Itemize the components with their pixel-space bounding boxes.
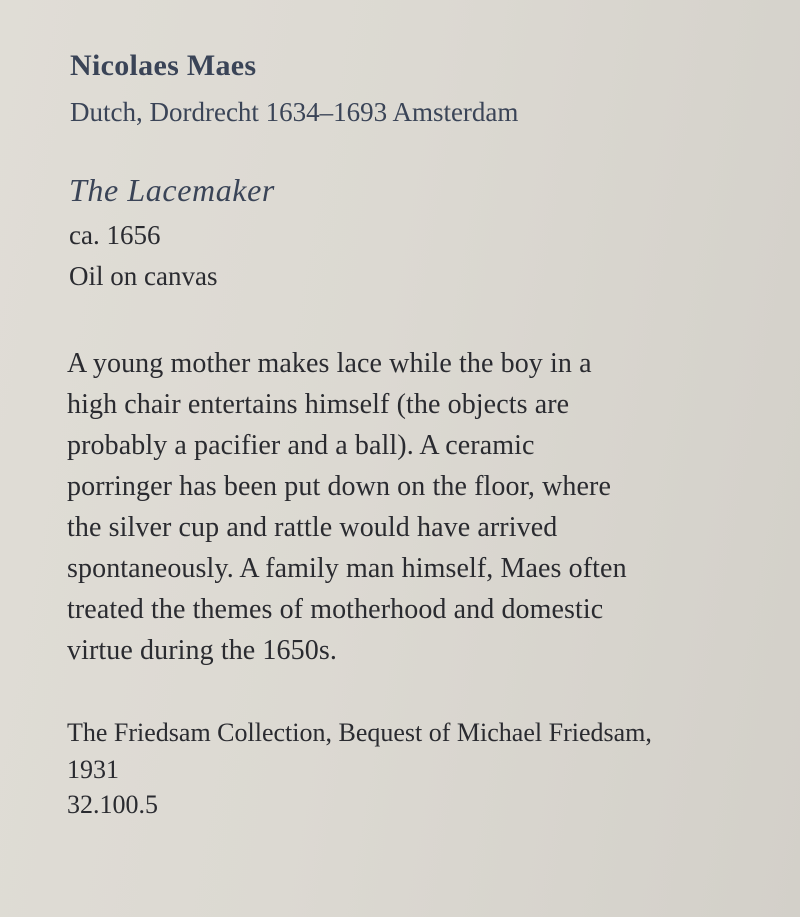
- credit-line-text: The Friedsam Collection, Bequest of Michael Friedsam,: [67, 718, 652, 747]
- description-line: probably a pacifier and a ball). A ceramic: [67, 430, 535, 461]
- artist-name: Nicolaes Maes: [70, 49, 257, 82]
- description-line: treated the themes of motherhood and domestic: [67, 594, 604, 625]
- description-line: high chair entertains himself (the objects are: [67, 389, 570, 420]
- credit-line-text: 1931: [67, 755, 119, 784]
- description-line: virtue during the 1650s.: [67, 635, 337, 666]
- artwork-medium: Oil on canvas: [69, 261, 218, 291]
- description-line: spontaneously. A family man himself, Maes often: [67, 553, 627, 584]
- description-text: [67, 343, 767, 671]
- artist-bio: Dutch, Dordrecht 1634–1693 Amsterdam: [70, 97, 519, 127]
- description-line: porringer has been put down on the floor, where: [67, 471, 611, 502]
- artwork-title: The Lacemaker: [69, 172, 275, 208]
- artwork-date: ca. 1656: [69, 220, 161, 250]
- description-line: the silver cup and rattle would have arrived: [67, 512, 558, 543]
- accession-number: 32.100.5: [67, 790, 158, 819]
- description-line: A young mother makes lace while the boy in a: [67, 348, 592, 379]
- credit-line: [67, 714, 652, 788]
